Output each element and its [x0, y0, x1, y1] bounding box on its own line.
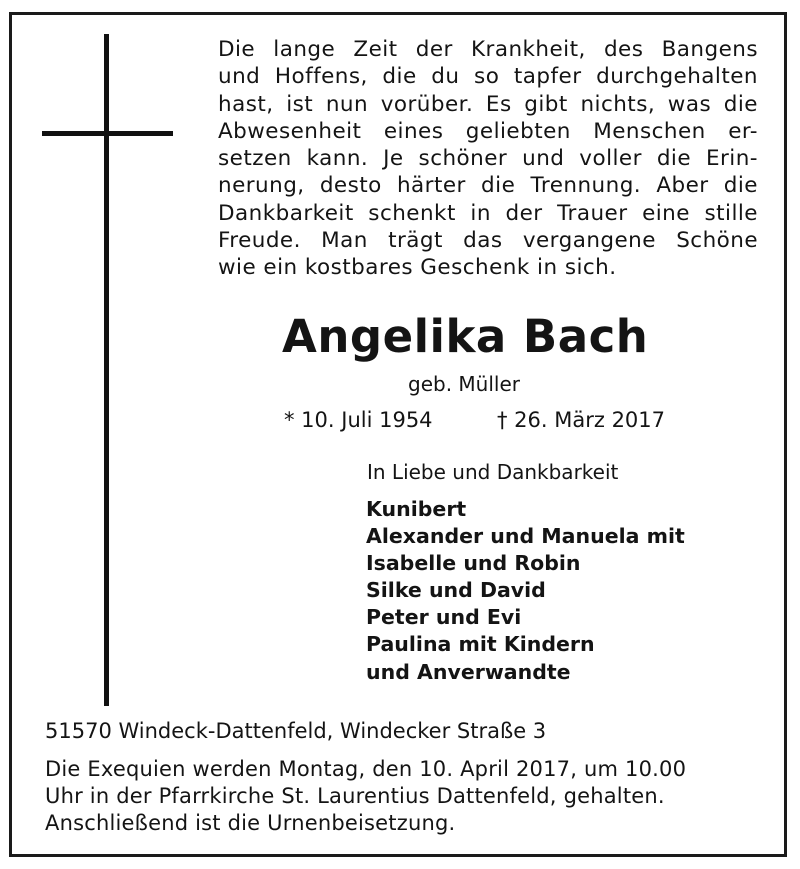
mourners-list	[366, 496, 685, 686]
notice-line: Anschließend ist die Urnenbeisetzung.	[45, 811, 456, 835]
deceased-name: Angelika Bach	[282, 310, 649, 363]
mourner-entry: Silke und David	[366, 578, 546, 603]
poem-line: Abwesenheit eines geliebten Menschen er-	[218, 118, 758, 144]
memorial-poem	[218, 36, 758, 282]
birth-date: * 10. Juli 1954	[284, 408, 433, 432]
mourner-entry: Isabelle und Robin	[366, 551, 581, 576]
poem-line: Freude. Man trägt das vergangene Schöne	[218, 228, 758, 254]
mourner-entry: Peter und Evi	[366, 605, 522, 630]
cross-icon-horizontal-bar	[42, 131, 173, 136]
poem-line: nerung, desto härter die Trennung. Aber die	[218, 173, 758, 199]
life-dates	[284, 406, 666, 434]
mourner-entry: Kunibert	[366, 497, 467, 521]
poem-line: wie ein kostbares Geschenk in sich.	[218, 255, 617, 281]
poem-line: und Hoffens, die du so tapfer durchgehalten	[218, 64, 758, 90]
dedication-text: In Liebe und Dankbarkeit	[367, 460, 619, 484]
mourner-entry: und Anverwandte	[366, 659, 571, 684]
poem-line: hast, ist nun vorüber. Es gibt nichts, was die	[218, 91, 758, 117]
funeral-notice	[45, 756, 755, 837]
mourner-entry: Alexander und Manuela mit	[366, 524, 685, 549]
poem-line: Dankbarkeit schenkt in der Trauer eine stille	[218, 200, 758, 226]
birth-name: geb. Müller	[408, 372, 520, 396]
poem-line: setzen kann. Je schöner und voller die Erin-	[218, 146, 758, 172]
notice-line: Uhr in der Pfarrkirche St. Laurentius Dattenfeld, gehalten.	[45, 784, 665, 808]
mourner-entry: Paulina mit Kindern	[366, 632, 595, 657]
notice-line: Die Exequien werden Montag, den 10. April 2017, um 10.00	[45, 757, 687, 781]
death-date: † 26. März 2017	[497, 408, 666, 432]
poem-line: Die lange Zeit der Krankheit, des Bangens	[218, 37, 758, 62]
family-address: 51570 Windeck-Dattenfeld, Windecker Straße 3	[45, 719, 547, 743]
